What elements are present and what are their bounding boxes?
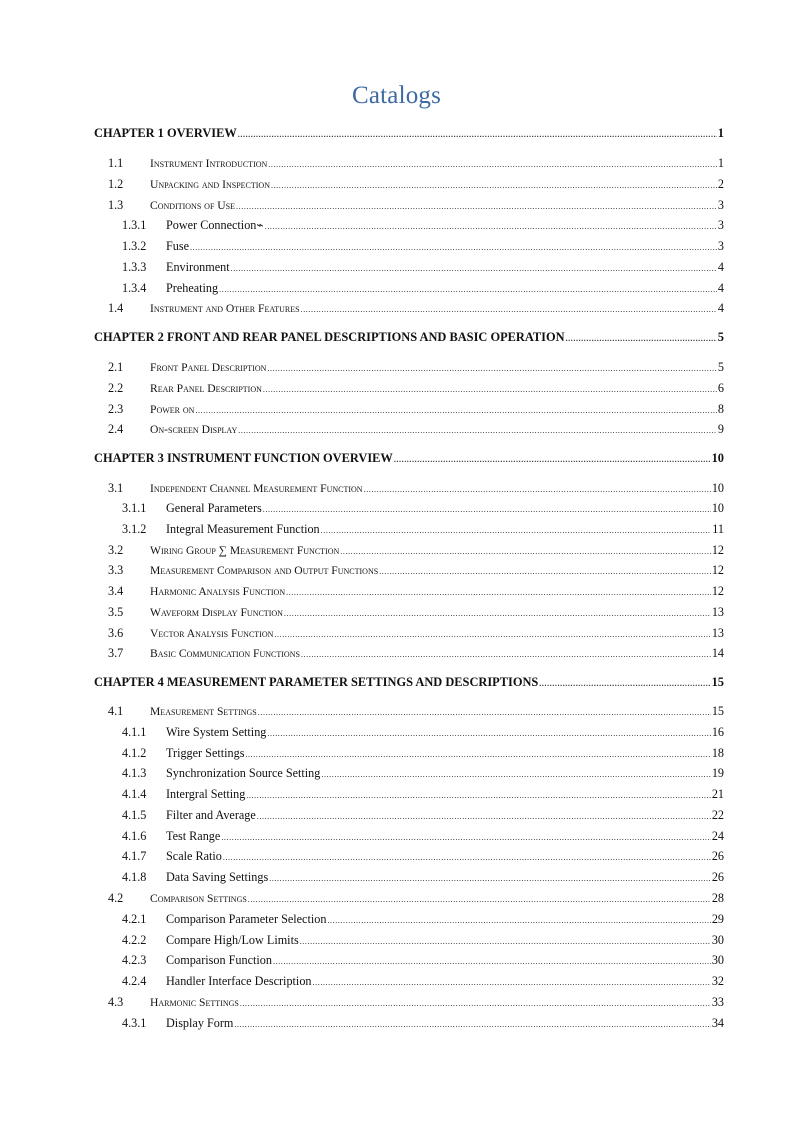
toc-entry[interactable]: [94, 543, 724, 561]
toc-entry-page-number: 18: [711, 746, 724, 760]
toc-entry[interactable]: [94, 704, 724, 722]
toc-entry[interactable]: [94, 646, 724, 664]
toc-entry-title: Data Saving Settings: [166, 870, 269, 884]
toc-entry-number: 4.2: [108, 891, 124, 905]
dot-leader: [267, 729, 710, 738]
toc-entry-number: 4.2.4: [122, 974, 147, 988]
toc-entry[interactable]: [94, 360, 724, 378]
dot-leader: [271, 181, 717, 190]
toc-entry-title: Harmonic Analysis Function: [150, 585, 286, 598]
toc-chapter-entry[interactable]: [94, 451, 724, 469]
toc-entry-title: Instrument Introduction: [150, 157, 268, 170]
toc-entry-title: Comparison Parameter Selection: [166, 912, 327, 926]
toc-entry-title: Waveform Display Function: [150, 606, 283, 619]
toc-chapter-entry[interactable]: [94, 330, 724, 348]
toc-entry-page-number: 34: [711, 1016, 724, 1030]
toc-entry-number: 4.2.3: [122, 953, 147, 967]
toc-entry-number: 4.2.2: [122, 933, 147, 947]
toc-entry[interactable]: [94, 808, 724, 826]
toc-entry-number: 3.5: [108, 605, 124, 619]
toc-entry-number: 3.6: [108, 626, 124, 640]
toc-entry-title: Front Panel Description: [150, 361, 267, 374]
dot-leader: [219, 285, 717, 294]
toc-entry-title: Basic Communication Functions: [150, 647, 300, 660]
toc-entry-page-number: 24: [711, 829, 724, 843]
toc-entry-page-number: 3: [717, 198, 724, 212]
toc-entry-title: Comparison Function: [166, 953, 272, 967]
toc-entry-title: Handler Interface Description: [166, 974, 312, 988]
toc-entry-page-number: 3: [717, 218, 724, 232]
dot-leader: [379, 567, 711, 576]
toc-entry[interactable]: [94, 402, 724, 420]
dot-leader: [539, 679, 710, 688]
toc-entry-page-number: 4: [717, 301, 724, 315]
dot-leader: [265, 222, 717, 231]
dot-leader: [321, 770, 710, 779]
toc-entry-title: On-screen Display: [150, 423, 238, 436]
toc-entry-number: 3.1: [108, 481, 124, 495]
toc-entry-number: 3.1.1: [122, 501, 147, 515]
toc-entry-title: Measurement Comparison and Output Functions: [150, 564, 379, 577]
dot-leader: [321, 526, 712, 535]
toc-entry-page-number: 4: [717, 281, 724, 295]
toc-entry-title: Vector Analysis Function: [150, 627, 274, 640]
toc-entry-page-number: 30: [711, 933, 724, 947]
toc-entry-page-number: 12: [711, 563, 724, 577]
toc-entry-page-number: 33: [711, 995, 724, 1009]
toc-entry-page-number: 32: [711, 974, 724, 988]
toc-entry-page-number: 10: [711, 451, 724, 465]
toc-entry-title: Comparison Settings: [150, 892, 247, 905]
dot-leader: [248, 895, 711, 904]
toc-entry-page-number: 29: [711, 912, 724, 926]
dot-leader: [327, 916, 710, 925]
toc-entry-title: Power Connection⌁: [166, 218, 264, 232]
toc-entry-title: Harmonic Settings: [150, 996, 239, 1009]
dot-leader: [238, 426, 717, 435]
toc-entry[interactable]: [94, 156, 724, 174]
dot-leader: [195, 406, 716, 415]
dot-leader: [221, 833, 710, 842]
dot-leader: [263, 505, 711, 514]
toc-entry-title: Test Range: [166, 829, 221, 843]
toc-entry[interactable]: [94, 481, 724, 499]
toc-chapter-entry[interactable]: [94, 675, 724, 693]
toc-entry[interactable]: [94, 953, 724, 971]
toc-entry[interactable]: [94, 218, 724, 236]
dot-leader: [286, 588, 711, 597]
toc-entry-page-number: 10: [711, 481, 724, 495]
toc-entry-title: Environment: [166, 260, 230, 274]
toc-entry[interactable]: [94, 501, 724, 519]
toc-entry-page-number: 26: [711, 870, 724, 884]
dot-leader: [340, 547, 711, 556]
toc-entry[interactable]: [94, 239, 724, 257]
toc-entry-title: Filter and Average: [166, 808, 256, 822]
dot-leader: [245, 750, 710, 759]
dot-leader: [258, 708, 711, 717]
toc-entry-page-number: 19: [711, 766, 724, 780]
toc-entry-number: 4.1.7: [122, 849, 147, 863]
toc-entry-number: 4.3: [108, 995, 124, 1009]
toc-entry[interactable]: [94, 995, 724, 1013]
toc-entry-number: 4.1.3: [122, 766, 147, 780]
toc-entry-page-number: 13: [711, 605, 724, 619]
dot-leader: [273, 957, 711, 966]
dot-leader: [263, 385, 717, 394]
toc-entry-number: 2.1: [108, 360, 124, 374]
dot-leader: [300, 937, 711, 946]
dot-leader: [566, 334, 717, 343]
toc-entry-title: Trigger Settings: [166, 746, 245, 760]
toc-entry-page-number: 15: [711, 704, 724, 718]
dot-leader: [364, 485, 711, 494]
toc-entry-page-number: 21: [711, 787, 724, 801]
toc-entry-title: Fuse: [166, 239, 190, 253]
toc-entry-number: 4.1.8: [122, 870, 147, 884]
toc-entry-number: 4.3.1: [122, 1016, 147, 1030]
toc-entry-page-number: 12: [711, 584, 724, 598]
toc-entry-number: 1.3: [108, 198, 124, 212]
toc-entry[interactable]: [94, 522, 724, 540]
toc-entry-title: Instrument and Other Features: [150, 302, 300, 315]
toc-entry-number: 3.3: [108, 563, 124, 577]
toc-entry-title: CHAPTER 2 FRONT AND REAR PANEL DESCRIPTIONS AND BASIC OPERATION: [94, 330, 565, 344]
dot-leader: [238, 130, 717, 139]
toc-entry-page-number: 5: [717, 360, 724, 374]
toc-entry[interactable]: [94, 933, 724, 951]
dot-leader: [394, 455, 711, 464]
toc-entry[interactable]: [94, 626, 724, 644]
toc-entry-title: Measurement Settings: [150, 705, 257, 718]
page-title: Catalogs: [351, 82, 442, 109]
toc-entry[interactable]: [94, 766, 724, 784]
toc-entry-number: 2.3: [108, 402, 124, 416]
dot-leader: [268, 160, 717, 169]
dot-leader: [257, 812, 711, 821]
toc-entry[interactable]: [94, 563, 724, 581]
toc-entry[interactable]: [94, 198, 724, 216]
toc-entry-number: 4.1.6: [122, 829, 147, 843]
toc-entry-title: Conditions of Use: [150, 199, 236, 212]
toc-entry[interactable]: [94, 974, 724, 992]
toc-entry-title: CHAPTER 1 OVERVIEW: [94, 126, 237, 140]
toc-entry-number: 1.3.3: [122, 260, 147, 274]
toc-entry-page-number: 14: [711, 646, 724, 660]
toc-entry-page-number: 13: [711, 626, 724, 640]
dot-leader: [313, 978, 711, 987]
toc-entry-page-number: 2: [717, 177, 724, 191]
toc-entry[interactable]: [94, 891, 724, 909]
toc-entry-number: 1.3.1: [122, 218, 147, 232]
toc-entry-title: General Parameters: [166, 501, 262, 515]
toc-entry-page-number: 1: [717, 156, 724, 170]
toc-entry-number: 1.1: [108, 156, 124, 170]
toc-entry-page-number: 1: [717, 126, 724, 140]
toc-entry[interactable]: [94, 422, 724, 440]
dot-leader: [234, 1020, 710, 1029]
dot-leader: [190, 243, 717, 252]
toc-entry[interactable]: [94, 1016, 724, 1034]
toc-entry-number: 2.4: [108, 422, 124, 436]
toc-entry-page-number: 9: [717, 422, 724, 436]
dot-leader: [274, 630, 710, 639]
toc-entry[interactable]: [94, 177, 724, 195]
dot-leader: [269, 874, 711, 883]
toc-entry-page-number: 8: [717, 402, 724, 416]
dot-leader: [284, 609, 711, 618]
dot-leader: [240, 999, 711, 1008]
toc-entry-title: Independent Channel Measurement Function: [150, 482, 363, 495]
toc-entry-number: 3.7: [108, 646, 124, 660]
toc-entry-page-number: 5: [717, 330, 724, 344]
toc-entry-number: 3.1.2: [122, 522, 147, 536]
toc-entry-page-number: 12: [711, 543, 724, 557]
dot-leader: [223, 853, 711, 862]
toc-entry-number: 1.3.4: [122, 281, 147, 295]
toc-entry[interactable]: [94, 605, 724, 623]
toc-chapter-entry[interactable]: [94, 126, 724, 144]
toc-entry[interactable]: [94, 912, 724, 930]
toc-entry-title: Intergral Setting: [166, 787, 246, 801]
toc-entry-title: Power on: [150, 403, 195, 416]
dot-leader: [301, 650, 711, 659]
toc-entry[interactable]: [94, 584, 724, 602]
toc-entry-number: 4.1.4: [122, 787, 147, 801]
toc-entry-number: 2.2: [108, 381, 124, 395]
toc-entry-number: 4.2.1: [122, 912, 147, 926]
toc-entry-title: Rear Panel Description: [150, 382, 262, 395]
toc-entry-page-number: 4: [717, 260, 724, 274]
toc-entry-page-number: 28: [711, 891, 724, 905]
dot-leader: [236, 202, 717, 211]
toc-entry-page-number: 15: [711, 675, 724, 689]
toc-entry-number: 4.1.1: [122, 725, 147, 739]
toc-entry-page-number: 30: [711, 953, 724, 967]
toc-entry-page-number: 16: [711, 725, 724, 739]
toc-entry-page-number: 26: [711, 849, 724, 863]
toc-entry-title: CHAPTER 3 INSTRUMENT FUNCTION OVERVIEW: [94, 451, 393, 465]
toc-entry-title: Synchronization Source Setting: [166, 766, 321, 780]
dot-leader: [267, 364, 717, 373]
dot-leader: [301, 305, 717, 314]
toc-entry[interactable]: [94, 787, 724, 805]
toc-entry-number: 1.2: [108, 177, 124, 191]
toc-entry-number: 3.2: [108, 543, 124, 557]
toc-entry-title: Integral Measurement Function: [166, 522, 320, 536]
toc-entry-page-number: 11: [712, 522, 724, 536]
toc-entry[interactable]: [94, 870, 724, 888]
toc-entry-number: 1.4: [108, 301, 124, 315]
toc-entry-page-number: 22: [711, 808, 724, 822]
toc-entry-page-number: 6: [717, 381, 724, 395]
toc-entry-title: Compare High/Low Limits: [166, 933, 299, 947]
toc-entry-number: 1.3.2: [122, 239, 147, 253]
dot-leader: [246, 791, 710, 800]
toc-entry[interactable]: [94, 381, 724, 399]
toc-entry-title: Display Form: [166, 1016, 234, 1030]
toc-entry[interactable]: [94, 829, 724, 847]
toc-entry-number: 4.1: [108, 704, 124, 718]
toc-entry-number: 4.1.5: [122, 808, 147, 822]
toc-entry[interactable]: [94, 849, 724, 867]
toc-entry-number: 4.1.2: [122, 746, 147, 760]
toc-entry-title: Scale Ratio: [166, 849, 222, 863]
toc-entry-number: 3.4: [108, 584, 124, 598]
toc-entry-title: Wiring Group ∑ Measurement Function: [150, 544, 340, 557]
dot-leader: [231, 264, 717, 273]
toc-entry-title: Wire System Setting: [166, 725, 267, 739]
toc-entry[interactable]: [94, 260, 724, 278]
toc-entry-page-number: 3: [717, 239, 724, 253]
toc-entry[interactable]: [94, 301, 724, 319]
toc-entry-page-number: 10: [711, 501, 724, 515]
toc-entry[interactable]: [94, 725, 724, 743]
toc-entry-title: Unpacking and Inspection: [150, 178, 270, 191]
toc-entry-title: Preheating: [166, 281, 219, 295]
toc-entry-title: CHAPTER 4 MEASUREMENT PARAMETER SETTINGS AND DESCRIPTIONS: [94, 675, 539, 689]
toc-entry[interactable]: [94, 281, 724, 299]
toc-entry[interactable]: [94, 746, 724, 764]
